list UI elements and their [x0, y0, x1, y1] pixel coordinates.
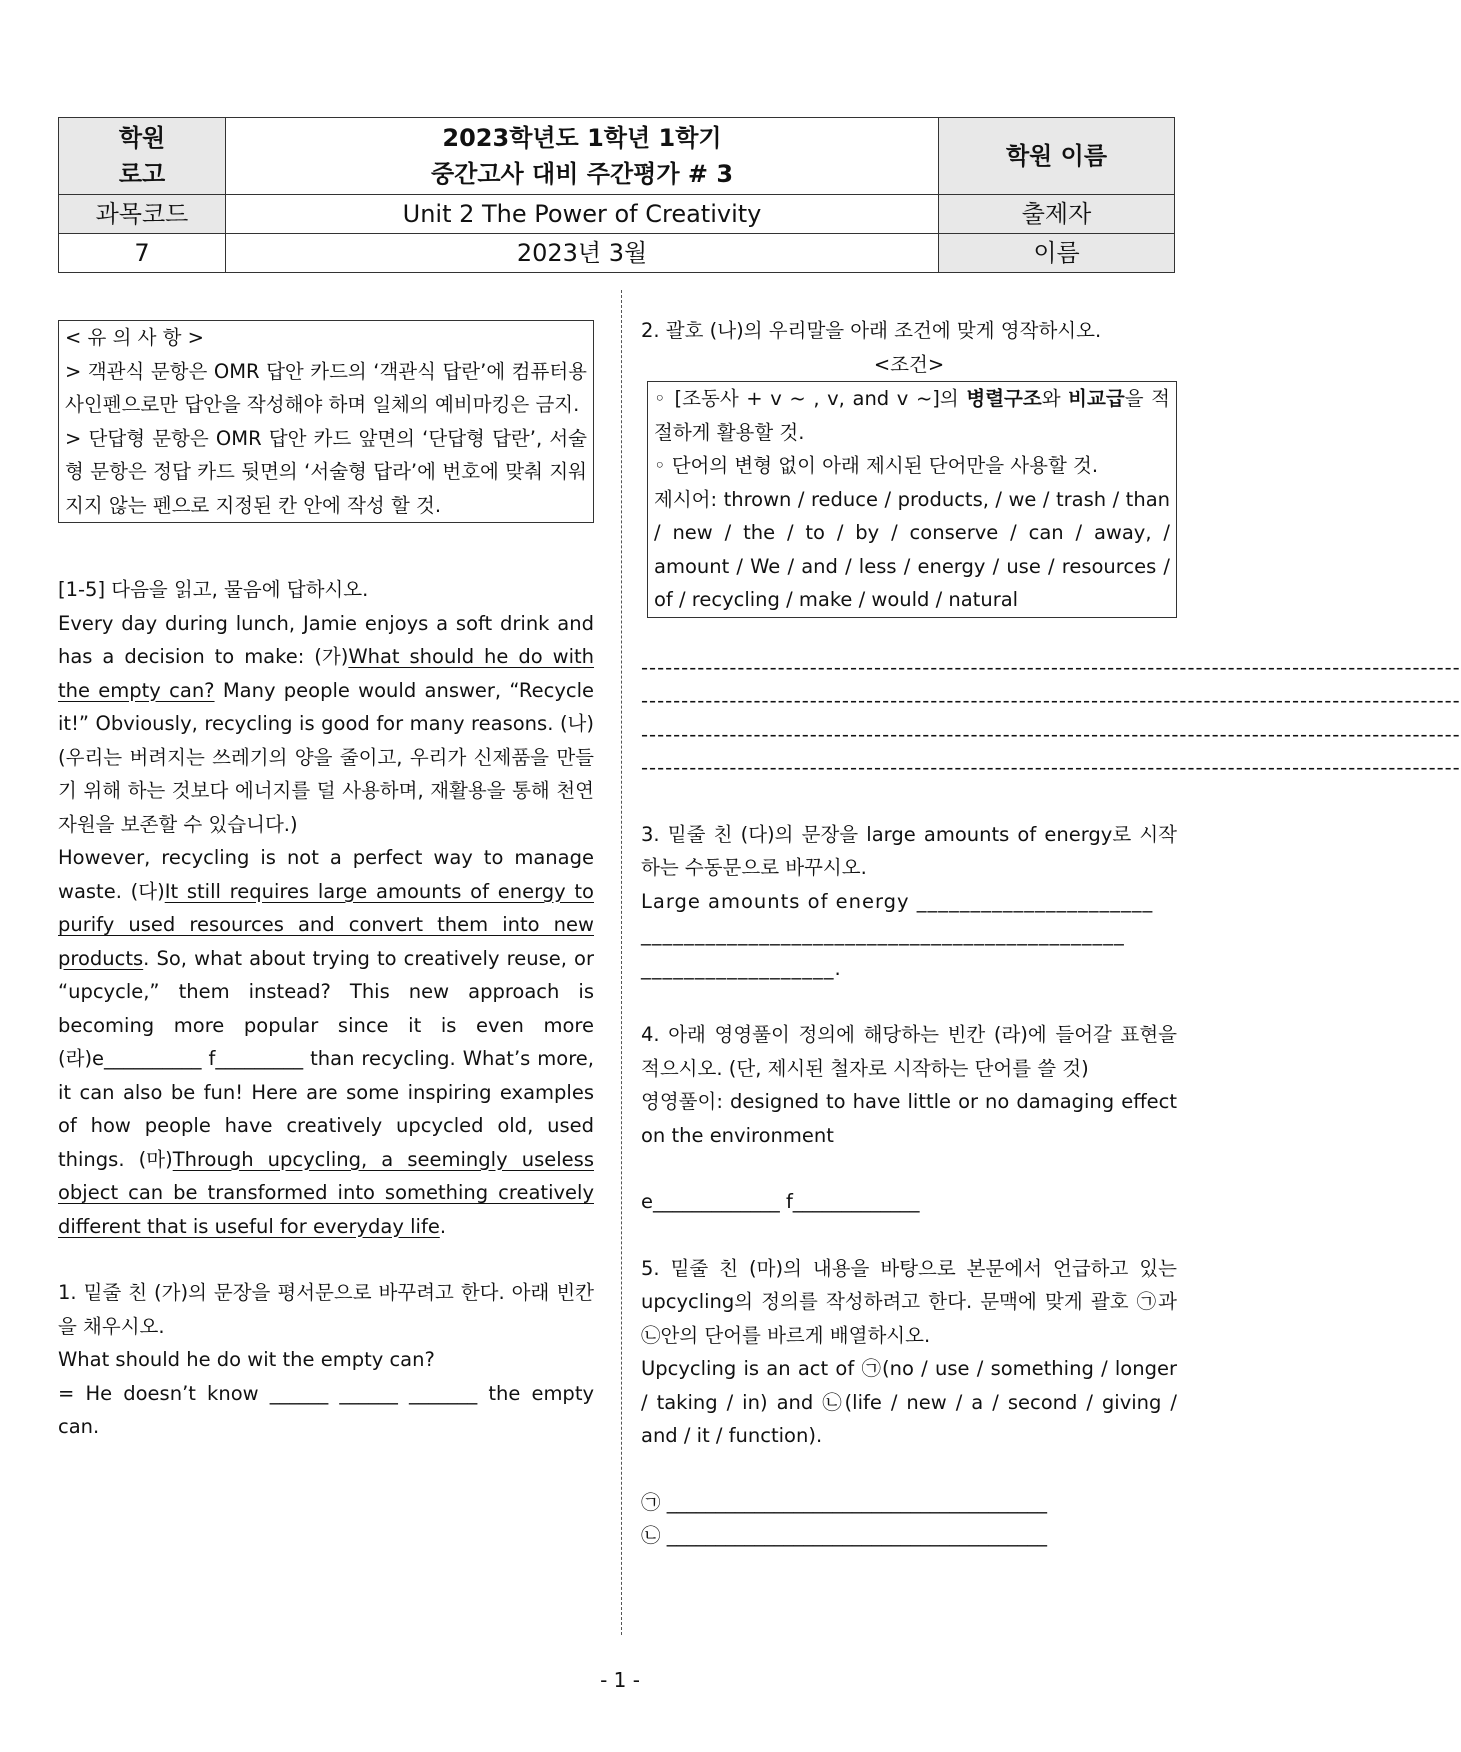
q2-answer-line-4[interactable]: ------------------------------------------------------------------------------------------------------ — [641, 756, 1461, 779]
question-4-prompt: 4. 아래 영영풀이 정의에 해당하는 빈칸 (라)에 들어갈 표현을 적으시오. (단, 제시된 철자로 시작하는 단어를 쓸 것) — [641, 1023, 1177, 1080]
notice-item-2: > 단답형 문항은 OMR 답안 카드 앞면의 ‘단답형 답란’, 서술형 문항은 정답 카드 뒷면의 ‘서술형 답라’에 번호에 맞춰 지워지지 않는 펜으로 지정된 칸 안에 작성 할 것. — [65, 426, 587, 517]
condition-box — [647, 381, 1177, 618]
q3-answer-line-1[interactable]: Large amounts of energy ______________________ — [641, 889, 1154, 913]
page-number: - 1 - — [600, 1668, 640, 1692]
word-bank: 제시어: thrown / reduce / products, / we / trash / than / new / the / to / by / conserve / can / away, / amount / We / and / less / energy / use / resources / of / recycling / make / would / natural — [654, 487, 1170, 611]
examiner-label: 출제자 — [939, 195, 1175, 234]
condition-1: ◦ [조동사 + v ~ , v, and v ~]의 병렬구조와 비교급을 적절하게 활용할 것. — [654, 387, 1170, 444]
q2-answer-line-2[interactable]: ------------------------------------------------------------------------------------------------------ — [641, 689, 1461, 712]
exam-date: 2023년 3월 — [226, 234, 939, 273]
column-divider — [621, 290, 622, 1635]
question-1-original: What should he do wit the empty can? — [58, 1348, 435, 1371]
subject-code: 7 — [59, 234, 226, 273]
exam-title: 2023학년도 1학년 1학기 중간고사 대비 주간평가 # 3 — [226, 118, 939, 195]
academy-logo: 학원 로고 — [59, 118, 226, 195]
question-1-answer-line: = He doesn’t know ______ ______ _______ the empty can. — [58, 1381, 594, 1438]
q5-answer-line-2[interactable]: ㉡ _______________________________________ — [641, 1524, 1047, 1547]
question-3-prompt: 3. 밑줄 친 (다)의 문장을 large amounts of energy로 시작하는 수동문으로 바꾸시오. — [641, 822, 1177, 879]
passage-paragraph-2: However, recycling is not a perfect way to manage waste. (다)It still requires large amounts of energy to purify used resources and convert them into new products. So, what about trying to creatively reuse, or “upcycle,” them instead? This new approach is becoming more popular since it is even more (라)e__________ f_________ than recycling. What’s more, it can also be fun! Here are some inspiring examples of how people have creatively upcycled old, used things. (마)Through upcycling, a seemingly useless object can be transformed into something creatively different that is useful for everyday life. — [58, 846, 594, 1238]
condition-title: <조건> — [873, 352, 945, 376]
passage-instruction: [1-5] 다음을 읽고, 물음에 답하시오. — [58, 578, 369, 601]
underline-ga: What should he do with the empty can? — [58, 645, 595, 702]
name-label: 이름 — [939, 234, 1175, 273]
left-column — [58, 320, 594, 1444]
question-1-prompt: 1. 밑줄 친 (가)의 문장을 평서문으로 바꾸려고 한다. 아래 빈칸을 채우시오. — [58, 1281, 594, 1338]
question-5-prompt: 5. 밑줄 친 (마)의 내용을 바탕으로 본문에서 언급하고 있는 upcycling의 정의를 작성하려고 한다. 문맥에 맞게 괄호 ㉠과 ㉡안의 단어를 바르게 배열하시오. — [641, 1256, 1177, 1347]
underline-ma: Through upcycling, a seemingly useless object can be transformed into something creatively different that is useful for everyday life — [58, 1147, 594, 1238]
condition-2: ◦ 단어의 변형 없이 아래 제시된 단어만을 사용할 것. — [654, 454, 1099, 477]
question-4-definition: 영영풀이: designed to have little or no damaging effect on the environment — [641, 1090, 1177, 1147]
right-column — [641, 314, 1461, 1553]
subject-code-label: 과목코드 — [59, 195, 226, 234]
notice-item-1: > 객관식 문항은 OMR 답안 카드의 ‘객관식 답란’에 컴퓨터용 사인펜으로만 답안을 작성해야 하며 일체의 예비마킹은 금지. — [65, 359, 587, 416]
exam-header — [58, 117, 1174, 272]
q3-answer-line-3[interactable]: __________________. — [641, 956, 842, 980]
notice-box — [58, 320, 594, 523]
q5-answer-line-1[interactable]: ㉠ _______________________________________ — [641, 1490, 1047, 1514]
question-2-prompt: 2. 괄호 (나)의 우리말을 아래 조건에 맞게 영작하시오. — [641, 319, 1102, 342]
q3-answer-line-2[interactable]: _____________________________________________ — [641, 923, 1125, 946]
underline-da: It still requires large amounts of energy to purify used resources and convert them into new products — [58, 879, 594, 970]
academy-name: 학원 이름 — [939, 118, 1175, 195]
q2-answer-line-1[interactable]: ------------------------------------------------------------------------------------------------------ — [641, 655, 1461, 679]
passage-paragraph-1: Every day during lunch, Jamie enjoys a soft drink and has a decision to make: (가)What should he do with the empty can? Many people would answer, “Recycle it!” Obviously, recycling is good for many reasons. (나)(우리는 버려지는 쓰레기의 양을 줄이고, 우리가 신제품을 만들기 위해 하는 것보다 에너지를 덜 사용하며, 재활용을 통해 천연 자원을 보존할 수 있습니다.) — [58, 611, 595, 836]
q4-answer-line[interactable]: e_____________ f_____________ — [641, 1190, 920, 1213]
notice-title: < 유 의 사 항 > — [65, 326, 205, 349]
q2-answer-line-3[interactable]: ------------------------------------------------------------------------------------------------------ — [641, 722, 1461, 746]
question-5-sentence: Upcycling is an act of ㉠(no / use / something / longer / taking / in) and ㉡(life / new / a / second / giving / and / it / function). — [641, 1357, 1177, 1447]
unit-title: Unit 2 The Power of Creativity — [226, 195, 939, 234]
